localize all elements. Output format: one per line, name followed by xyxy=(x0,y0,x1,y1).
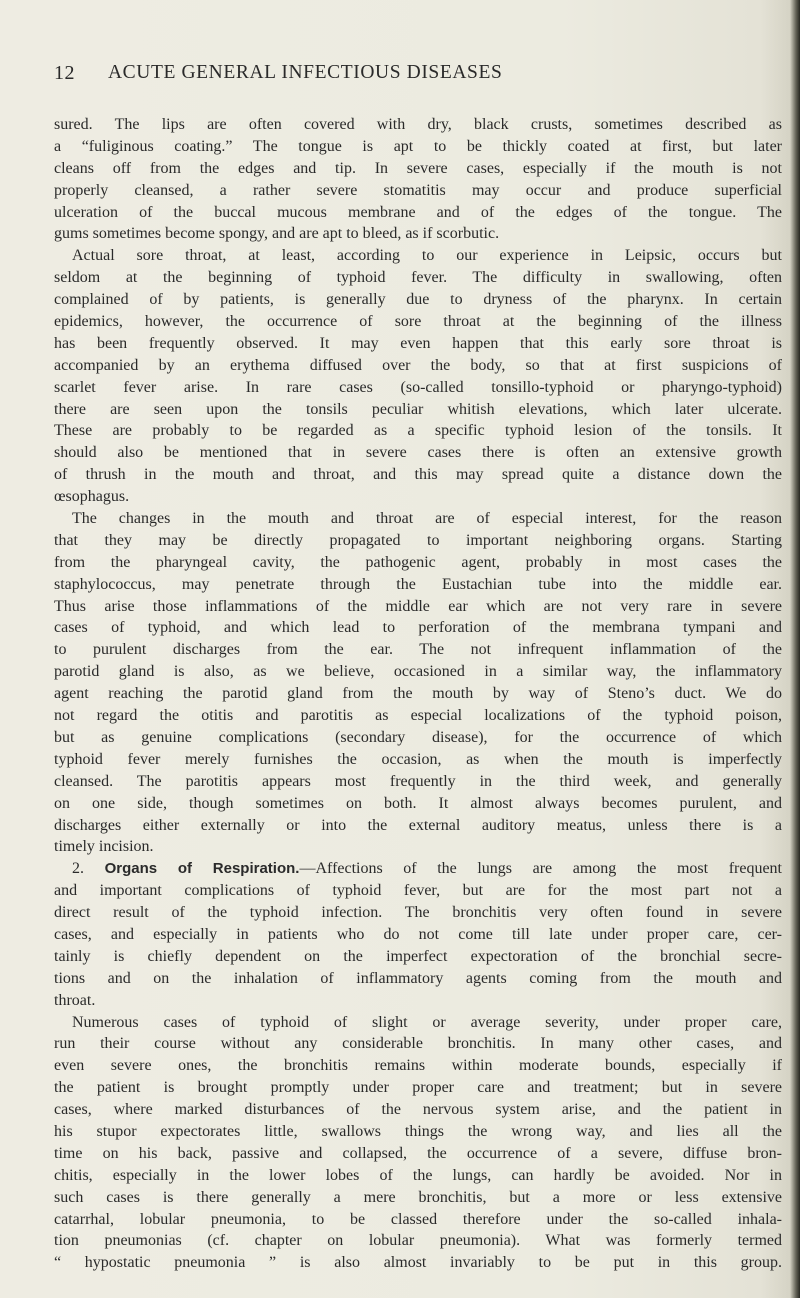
text-line: staphylococcus, may penetrate through the Eustachian tube into the middle ear. xyxy=(54,575,782,593)
text-line: The changes in the mouth and throat are of especial interest, for the reason xyxy=(72,510,782,528)
text-line: his stupor expectorates little, swallows things the wrong way, and lies all the xyxy=(54,1122,782,1140)
text-line: catarrhal, lobular pneumonia, to be classed therefore under the so-called inhala- xyxy=(54,1210,782,1228)
text-line: direct result of the typhoid infection. The bronchitis very often found in severe xyxy=(54,904,782,922)
text-line: cleans off from the edges and tip. In severe cases, especially if the mouth is not xyxy=(54,159,782,177)
text-line: “ hypostatic pneumonia ” is also almost invariably to be put in this group. xyxy=(54,1254,782,1272)
text-line: there are seen upon the tonsils peculiar whitish elevations, which later ulcerate. xyxy=(54,400,782,418)
text-line: ulceration of the buccal mucous membrane and of the edges of the tongue. The xyxy=(54,203,782,221)
text-line: —Affections of the lungs are among the most frequent xyxy=(299,860,782,878)
text-line: gums sometimes become spongy, and are apt to bleed, as if scorbutic. xyxy=(54,225,500,243)
text-line: tion pneumonias (cf. chapter on lobular pneumonia). What was formerly termed xyxy=(54,1232,782,1250)
text-line: agent reaching the parotid gland from the mouth by way of Steno’s duct. We do xyxy=(54,685,782,703)
text-line: chitis, especially in the lower lobes of the lungs, can hardly be avoided. Nor in xyxy=(54,1166,782,1184)
text-line: time on his back, passive and collapsed, the occurrence of a severe, diffuse bron- xyxy=(54,1144,782,1162)
text-line: œsophagus. xyxy=(54,488,130,506)
text-line: that they may be directly propagated to important neighboring organs. Starting xyxy=(54,531,782,549)
section-heading: Organs of Respiration. xyxy=(104,860,300,878)
text-line: complained of by patients, is generally due to dryness of the pharynx. In certain xyxy=(54,291,782,309)
book-spine-shadow xyxy=(790,0,800,1298)
text-line: not regard the otitis and parotitis as especial localizations of the typhoid poison, xyxy=(54,707,782,725)
text-line xyxy=(54,1274,782,1296)
text-line: of thrush in the mouth and throat, and this may spread quite a distance down the xyxy=(54,466,782,484)
text-line: discharges either externally or into the external auditory meatus, unless there is a xyxy=(54,816,782,834)
text-line: cases, where marked disturbances of the nervous system arise, and the patient in xyxy=(54,1101,782,1119)
text-line: a “fuliginous coating.” The tongue is apt to be thickly coated at first, but later xyxy=(54,137,782,155)
text-line: seldom at the beginning of typhoid fever. The difficulty in swallowing, often xyxy=(54,269,782,287)
page-header xyxy=(0,62,800,92)
text-line: These are probably to be regarded as a specific typhoid lesion of the tonsils. It xyxy=(54,422,782,440)
text-line: throat. xyxy=(54,991,96,1009)
section-number: 2. xyxy=(72,860,84,878)
text-line: timely incision. xyxy=(54,838,154,856)
text-line: cases of typhoid, and which lead to perforation of the membrana tympani and xyxy=(54,619,782,637)
section-heading-line xyxy=(54,858,782,880)
page-number: 12 xyxy=(54,62,75,84)
text-line: accompanied by an erythema diffused over the body, so that at first suspicions of xyxy=(54,356,782,374)
text-line: and important complications of typhoid fever, but are for the most part not a xyxy=(54,882,782,900)
text-line: Numerous cases of typhoid of slight or average severity, under proper care, xyxy=(72,1013,782,1031)
text-line: even severe ones, the bronchitis remains within moderate bounds, especially if xyxy=(54,1057,782,1075)
text-line: such cases is there generally a mere bronchitis, but a more or less extensive xyxy=(54,1188,782,1206)
text-line: Actual sore throat, at least, according to our experience in Leipsic, occurs but xyxy=(72,247,782,265)
text-line: typhoid fever merely furnishes the occasion, as when the mouth is imperfectly xyxy=(54,750,782,768)
text-line: from the pharyngeal cavity, the pathogenic agent, probably in most cases the xyxy=(54,553,782,571)
text-line: to purulent discharges from the ear. The not infrequent inflammation of the xyxy=(54,641,782,659)
text-line: has been frequently observed. It may even happen that this early sore throat is xyxy=(54,334,782,352)
running-head: ACUTE GENERAL INFECTIOUS DISEASES xyxy=(108,62,503,83)
text-line: parotid gland is also, as we believe, occasioned in a similar way, the inflammatory xyxy=(54,663,782,681)
text-line: the patient is brought promptly under proper care and treatment; but in severe xyxy=(54,1079,782,1097)
text-line: cases, and especially in patients who do not come till late under proper care, cer- xyxy=(54,925,782,943)
text-line: cleansed. The parotitis appears most frequently in the third week, and generally xyxy=(54,772,782,790)
text-line: epidemics, however, the occurrence of sore throat at the beginning of the illness xyxy=(54,313,782,331)
text-line: tainly is chiefly dependent on the imperfect expectoration of the bronchial secre- xyxy=(54,947,782,965)
text-line: tions and on the inhalation of inflammatory agents coming from the mouth and xyxy=(54,969,782,987)
text-line: should also be mentioned that in severe cases there is often an extensive growth xyxy=(54,444,782,462)
text-line: but as genuine complications (secondary disease), for the occurrence of which xyxy=(54,728,782,746)
text-line: Thus arise those inflammations of the middle ear which are not very rare in severe xyxy=(54,597,782,615)
text-line: run their course without any considerable bronchitis. In many other cases, and xyxy=(54,1035,782,1053)
text-line: sured. The lips are often covered with dry, black crusts, sometimes described as xyxy=(54,116,782,133)
text-line: scarlet fever arise. In rare cases (so-called tonsillo-typhoid or pharyngo-typhoid) xyxy=(54,378,782,396)
text-line: on one side, though sometimes on both. It almost always becomes purulent, and xyxy=(54,794,782,812)
text-line: properly cleansed, a rather severe stomatitis may occur and produce superficial xyxy=(54,181,782,199)
body-text xyxy=(54,114,782,1296)
